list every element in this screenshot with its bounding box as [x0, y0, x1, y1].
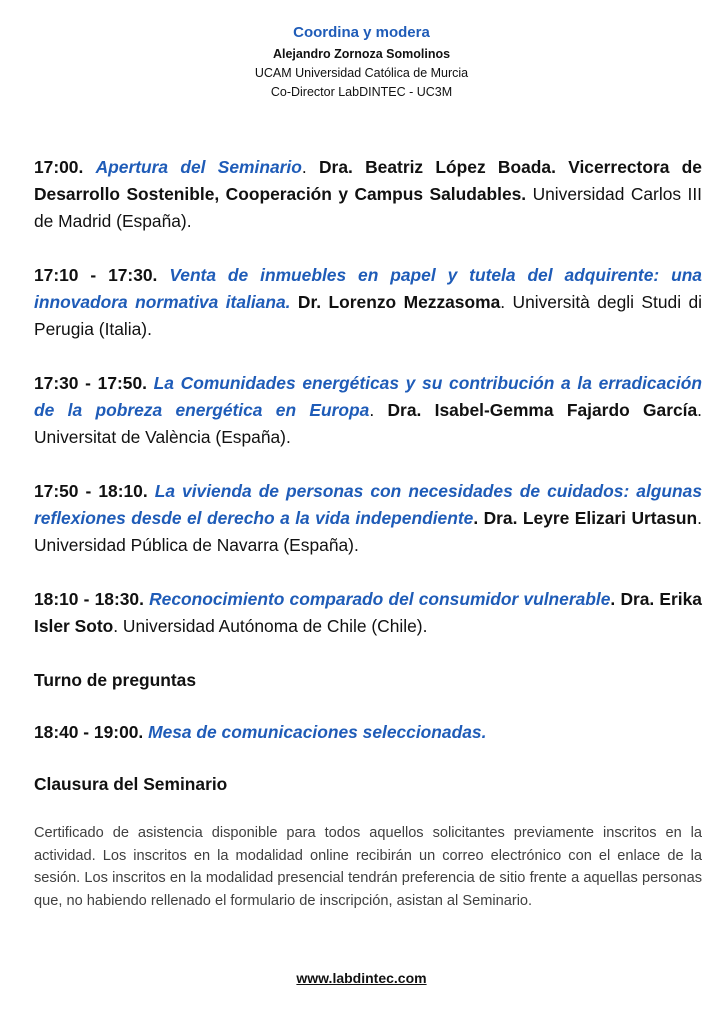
program-speaker: Dr. Lorenzo Mezzasoma [297, 292, 501, 312]
program-talk-title: Reconocimiento comparado del consumidor vulnerable [149, 589, 611, 609]
program-speaker: Dra. Isabel-Gemma Fajardo García [387, 400, 698, 420]
program-item [34, 478, 702, 559]
program-time: 17:00. [34, 157, 84, 177]
program-time: 18:10 - 18:30. [34, 589, 144, 609]
program-talk-title: La vivienda de personas con necesidades de cuidados: algunas reflexiones desde el derecho a la vida independiente [34, 481, 703, 528]
program-list [34, 154, 702, 798]
communications-title: Mesa de comunicaciones seleccionadas. [148, 722, 487, 742]
attendance-note: Certificado de asistencia disponible para todos aquellos solicitantes previamente inscritos en la actividad. Los inscritos en la modalidad online recibirán un correo electrónico con el enlace de la sesión. Los inscritos en la modalidad presencial tendrán preferencia de sitio frente a aquellas personas que, no habiendo rellenado el formulario de inscripción, asistan al Seminario. [34, 825, 702, 909]
program-speaker: Dra. Beatriz López Boada. Vicerrectora de Desarrollo Sostenible, Cooperación y Campus Saludables. [34, 157, 702, 204]
program-talk-title: Apertura del Seminario [95, 157, 302, 177]
program-speaker: Dra. Leyre Elizari Urtasun [483, 508, 698, 528]
program-separator: . [473, 508, 484, 528]
program-separator: . [610, 589, 621, 609]
program-talk-title: La Comunidades energéticas y su contribución a la erradicación de la pobreza energética en Europa [34, 373, 702, 420]
program-item [34, 154, 702, 235]
program-speaker: Dra. Erika Isler Soto [34, 589, 702, 636]
program-institution: . Universidad Autónoma de Chile (Chile). [113, 616, 428, 636]
program-institution: Universidad Carlos III de Madrid (España). [34, 184, 702, 231]
questions-heading: Turno de preguntas [34, 670, 196, 690]
program-time: 17:50 - 18:10. [34, 481, 148, 501]
program-item [34, 370, 702, 451]
website-link[interactable]: www.labdintec.com [296, 970, 427, 986]
communications-item [34, 719, 702, 746]
closing-heading: Clausura del Seminario [34, 774, 228, 794]
program-separator: . [301, 157, 319, 177]
program-item [34, 262, 702, 343]
communications-time: 18:40 - 19:00. [34, 722, 144, 742]
coordinator-header [0, 22, 723, 102]
program-item [34, 586, 702, 640]
program-separator [290, 292, 297, 312]
program-institution: . Università degli Studi di Perugia (Italia). [34, 292, 703, 339]
program-time: 17:30 - 17:50. [34, 373, 147, 393]
program-time: 17:10 - 17:30. [34, 265, 158, 285]
program-institution: . Universidad Pública de Navarra (España). [34, 508, 703, 555]
program-institution: . Universitat de València (España). [34, 400, 703, 447]
coordinator-name: Alejandro Zornoza Somolinos [272, 47, 451, 61]
coordinator-affiliation: UCAM Universidad Católica de Murcia [254, 66, 469, 80]
program-talk-title: Venta de inmuebles en papel y tutela del adquirente: una innovadora normativa italiana. [34, 265, 702, 312]
program-separator: . [369, 400, 388, 420]
coordinator-role: Co-Director LabDINTEC - UC3M [270, 85, 453, 99]
coordinator-title: Coordina y modera [293, 24, 430, 41]
